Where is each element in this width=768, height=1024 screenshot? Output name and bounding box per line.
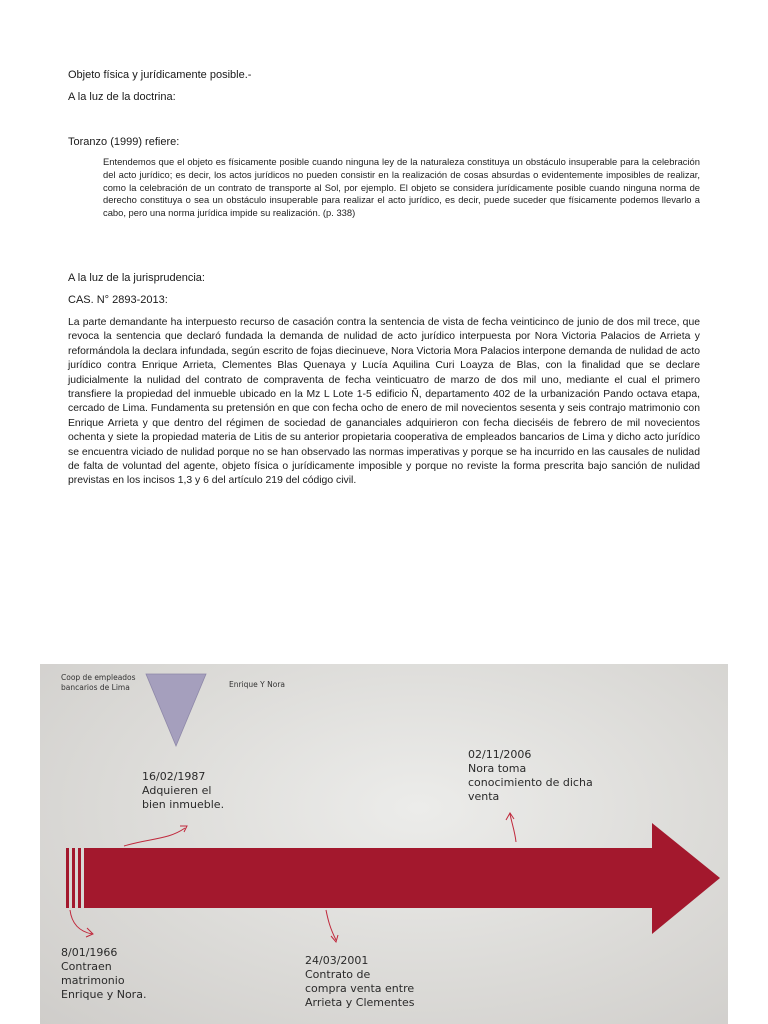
event-description: Contrato de compra venta entre Arrieta y Clementes [305, 968, 415, 1009]
label-enrique-nora: Enrique Y Nora [229, 680, 286, 689]
connector-2001 [326, 910, 336, 940]
jurisprudence-intro: A la luz de la jurisprudencia: [68, 272, 205, 284]
event-2006 [468, 748, 593, 804]
section-heading: Objeto física y jurídicamente posible.- [68, 69, 252, 81]
event-2001 [305, 954, 415, 1010]
case-paragraph: La parte demandante ha interpuesto recurso de casación contra la sentencia de vista de fecha veinticinco de junio de dos mil trece, que revoca la sentencia que declaró fundada la demanda de nulidad de acto jurídico interpuesta por Nora Victoria Palacios de Arrieta y reformándola la declara infundada, según escrito de fojas diecinueve, Nora Victoria Mora Palacios interpone demanda de nulidad de acto jurídico contra Enrique Arrieta, Clementes Blas Quenaya y Lucía Aquilina Curi Loayza de Blas, con la finalidad que se declare judicialmente la nulidad del contrato de compraventa de fecha veinticuatro de marzo de dos mil uno, mediante el cual el primero transfiere la propiedad del inmueble ubicado en la Mz L Lote 1-5 edificio Ñ, departamento 402 de la urbanización Pando octava etapa, cercado de Lima. Fundamenta su pretensión en que con fecha ocho de enero de mil novecientos sesenta y seis contrajo matrimonio con Enrique Arrieta y que dentro del régimen de sociedad de gananciales adquirieron con fecha dieciséis de febrero de mil novecientos ochenta y siete la propiedad materia de Litis de su anterior propietaria cooperativa de empleados bancarios de Lima y dicho acto jurídico se encuentra viciado de nulidad porque no se han observado las normas imperativas y porque se ha incurrido en las causales de nulidad de falta de voluntad del agente, objeto física o jurídicamente imposible y porque no reviste la forma prescrita bajo sanción de nulidad previstas en los incisos 1,3 y 6 del artículo 219 del código civil. [68, 317, 700, 487]
event-date: 16/02/1987 [142, 770, 206, 783]
event-description: Contraen matrimonio Enrique y Nora. [61, 960, 147, 1001]
triangle-marker [146, 674, 206, 746]
arrow-body [84, 823, 720, 934]
event-date: 8/01/1966 [61, 946, 118, 959]
arrow-stripe [66, 848, 69, 908]
event-date: 24/03/2001 [305, 954, 369, 967]
case-number: CAS. N° 2893-2013: [68, 294, 168, 306]
connector-1987 [124, 828, 185, 846]
arrow-stripe [72, 848, 75, 908]
doctrine-intro: A la luz de la doctrina: [68, 91, 176, 103]
block-quote: Entendemos que el objeto es físicamente posible cuando ninguna ley de la naturaleza constituya un obstáculo insuperable para la celebración del acto jurídico; es decir, los actos jurídicos no pueden consistir en la realización de cosas absurdas o evidentemente imposibles de realizar, como la celebración de un contrato de transporte al Sol, por ejemplo. El objeto se considera jurídicamente posible cuando ninguna norma de derecho constituya o sea un obstáculo insuperable para realizar el acto jurídico, es decir, puede suceder que físicamente podemos llevarlo a cabo, pero una norma jurídica impide su realización. (p. 338) [103, 156, 700, 219]
citation-intro: Toranzo (1999) refiere: [68, 136, 180, 148]
event-1966 [61, 946, 146, 1002]
timeline-figure [40, 664, 728, 1024]
event-description: Nora toma conocimiento de dicha venta [468, 762, 593, 803]
event-1987 [142, 770, 224, 812]
event-date: 02/11/2006 [468, 748, 532, 761]
label-cooperativa: Coop de empleados bancarios de Lima [61, 673, 136, 692]
event-description: Adquieren el bien inmueble. [142, 784, 225, 811]
timeline-arrow [66, 823, 720, 934]
arrow-stripe [78, 848, 81, 908]
